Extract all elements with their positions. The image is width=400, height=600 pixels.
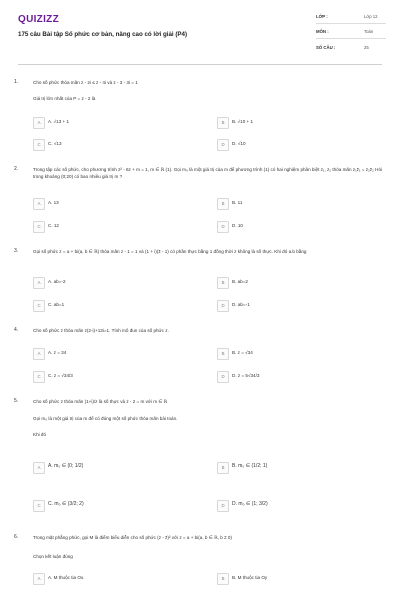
question-text: Cho số phức z thỏa mãn (1+i)/z là số thực và z - 2 = m với m ∈ ℝ (33, 399, 168, 404)
option-a[interactable] (33, 573, 183, 584)
option-c[interactable] (33, 221, 183, 232)
option-a[interactable] (33, 348, 183, 359)
option-text: A. 13 (48, 200, 59, 205)
option-text: A. z = 34 (48, 350, 67, 355)
option-letter: D (217, 500, 229, 512)
question-subtext-2: Khi đó (33, 432, 47, 437)
question-number: 5. (14, 398, 19, 404)
option-text: B. √10 + 1 (232, 119, 254, 124)
option-letter: A (33, 277, 45, 289)
option-c[interactable] (33, 139, 183, 150)
option-a[interactable] (33, 198, 183, 209)
count-label: SỐ CÂU : (316, 45, 336, 50)
option-a[interactable] (33, 456, 183, 478)
question-subtext: Chọn kết luận đúng (33, 554, 73, 559)
question-number: 4. (14, 327, 19, 333)
option-letter: B (217, 573, 229, 585)
grade-label: LỚP : (316, 14, 328, 19)
question-subtext: Gọi m₀ là một giá trị của m để có đúng một số phức thỏa mãn bài toán. (33, 416, 178, 421)
option-letter: C (33, 371, 45, 383)
option-letter: C (33, 300, 45, 312)
option-letter: C (33, 221, 45, 233)
option-b[interactable] (217, 573, 367, 584)
option-letter: B (217, 117, 229, 129)
option-c[interactable] (33, 371, 183, 382)
option-text: B. 11 (232, 200, 243, 205)
option-letter: A (33, 573, 45, 585)
option-a[interactable] (33, 277, 183, 288)
page-header (0, 0, 400, 64)
option-text: D. 10 (232, 223, 243, 228)
option-text: C. √13 (48, 141, 62, 146)
option-b[interactable] (217, 117, 367, 128)
option-letter: B (217, 462, 229, 474)
option-text: B. M thuộc tia Oy (232, 575, 268, 580)
option-text: A. m₀ ∈ (0; 1/2) (48, 463, 84, 469)
question-number: 3. (14, 248, 19, 254)
header-divider (18, 64, 382, 65)
question-number: 1. (14, 79, 19, 85)
option-text: C. m₀ ∈ (3/2; 2) (48, 501, 84, 507)
quizizz-logo: QUIZIZZ (18, 14, 59, 25)
option-letter: B (217, 198, 229, 210)
option-b[interactable] (217, 198, 367, 209)
option-b[interactable] (217, 456, 367, 478)
question-text: Trong mặt phẳng phức, gọi M là điểm biểu diễn cho số phức (z - z̄)² với z = a + bi(a, b ∈ ℝ, b ≠ 0) (33, 535, 232, 540)
option-letter: B (217, 277, 229, 289)
option-text: B. m₀ ∈ (1/2; 1) (232, 463, 268, 469)
option-a[interactable] (33, 117, 183, 128)
option-text: A. √13 + 1 (48, 119, 70, 124)
option-d[interactable] (217, 300, 367, 311)
question-text: Gọi số phức z = a + bi(a, b ∈ ℝ) thỏa mãn z - 1 = 1 và (1 + i)(z̄ - 1) có phần thực bằng 1 đồng thời z không là số thực. Khi đó a.b bằng (33, 249, 307, 254)
option-d[interactable] (217, 371, 367, 382)
option-b[interactable] (217, 348, 367, 359)
question-text: Cho số phức z thỏa mãn z(2-i)+13i=1. Tính mô đun của số phức z. (33, 328, 169, 333)
option-text: D. √10 (232, 141, 246, 146)
grade-value: Lớp 12 (364, 14, 378, 19)
option-text: B. z = √34 (232, 350, 253, 355)
option-text: D. m₀ ∈ (1; 3/2) (232, 501, 268, 507)
subject-value: Toán (364, 29, 374, 34)
document-title: 175 câu Bài tập Số phức cơ bản, nâng cao có lời giải (P4) (18, 31, 188, 38)
option-text: C. ab=1 (48, 302, 65, 307)
option-b[interactable] (217, 277, 367, 288)
option-text: B. ab=2 (232, 279, 248, 284)
option-letter: D (217, 371, 229, 383)
option-letter: A (33, 198, 45, 210)
question-number: 2. (14, 166, 19, 172)
option-text: D. ab=-1 (232, 302, 250, 307)
option-d[interactable] (217, 494, 367, 516)
option-letter: D (217, 139, 229, 151)
option-d[interactable] (217, 139, 367, 150)
option-text: C. z = √34/3 (48, 373, 73, 378)
question-number: 6. (14, 534, 19, 540)
option-letter: A (33, 348, 45, 360)
option-letter: A (33, 117, 45, 129)
option-letter: D (217, 221, 229, 233)
subject-label: MÔN : (316, 29, 329, 34)
option-text: D. z = 5√34/3 (232, 373, 260, 378)
count-value: 25 (364, 45, 369, 50)
option-letter: B (217, 348, 229, 360)
option-letter: C (33, 139, 45, 151)
option-text: A. M thuộc tia Ox. (48, 575, 85, 580)
option-letter: C (33, 500, 45, 512)
question-subtext: Giá trị lớn nhất của P = z - 2 là (33, 96, 96, 101)
option-text: A. ab=-2 (48, 279, 66, 284)
option-text: C. 12 (48, 223, 59, 228)
option-letter: A (33, 462, 45, 474)
option-c[interactable] (33, 494, 183, 516)
option-d[interactable] (217, 221, 367, 232)
question-text: Cho số phức thỏa mãn z - 2i ≤ z - 4i và z - 3 - 3i = 1 (33, 80, 138, 85)
question-text: Trong tập các số phức, cho phương trình z² - 6z + m = 1, m ∈ ℝ (1). Gọi m₀ là một giá trị của m để phương trình (1) có hai nghiệm phân biệt z₁, z₂ thỏa mãn z₁z̄₁ = z₂z̄₂ Hỏi trong khoảng (0;20) có bao nhiêu giá trị m ? (33, 167, 383, 179)
option-letter: D (217, 300, 229, 312)
option-c[interactable] (33, 300, 183, 311)
